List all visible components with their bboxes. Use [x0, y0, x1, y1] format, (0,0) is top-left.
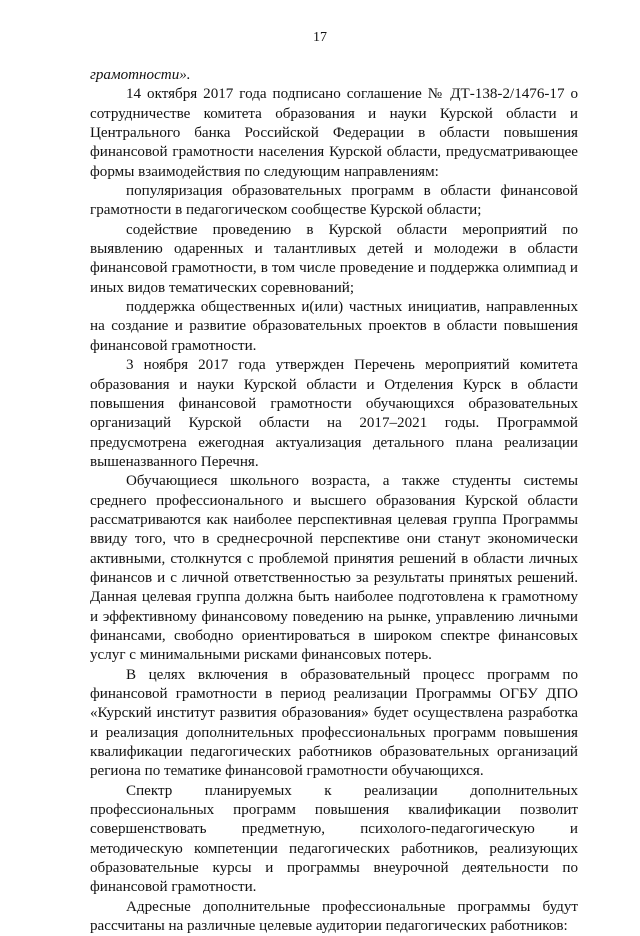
- paragraph-target-audiences: Адресные дополнительные профессиональные программы будут рассчитаны на различные целевые аудитории педагогических работников:: [90, 898, 578, 935]
- paragraph-agreement: 14 октября 2017 года подписано соглашение № ДТ-138-2/1476-17 о сотрудничестве комитета образования и науки Курской области и Центрального банка Российской Федерации в области повышения финансовой грамотности населения Курской области, предусматривающее формы взаимодействия по следующим направлениям:: [90, 86, 578, 180]
- paragraph-program-spectrum: Спектр планируемых к реализации дополнительных профессиональных программ повышения квалификации позволит совершенствовать предметную, психолого-педагогическую и методическую компетенции педагогических работников, реализующих образовательные курсы и программы внеурочной деятельности по финансовой грамотности.: [90, 782, 578, 896]
- paragraph-continuation: грамотности».: [90, 67, 191, 83]
- paragraph-training-programs: В целях включения в образовательный процесс программ по финансовой грамотности в период реализации Программы ОГБУ ДПО «Курский институт развития образования» будет осуществлена разработка и реализация дополнительных профессиональных программ повышения квалификации педагогических работников образовательных организаций региона по тематике финансовой грамотности обучающихся.: [90, 666, 578, 780]
- list-item-popularization: популяризация образовательных программ в области финансовой грамотности в педагогическом сообществе Курской области;: [90, 183, 578, 219]
- page-number: 17: [313, 30, 327, 45]
- paragraph-target-group: Обучающиеся школьного возраста, а также студенты системы среднего профессионального и высшего образования Курской области рассматриваются как наиболее перспективная целевая группа Программы ввиду того, что в среднесрочной перспективе они станут экономически активными, столкнутся с проблемой принятия решений в области личных финансов и с личной ответственностью за результаты принятых решений. Данная целевая группа должна быть наиболее подготовлена к грамотному и эффективному финансовому поведению на рынке, управлению личными финансами, свободно ориентироваться в широком спектре финансовых услуг с минимальными рисками финансовых потерь.: [90, 473, 578, 664]
- list-item-events: содействие проведению в Курской области мероприятий по выявлению одаренных и талантливых детей и молодежи в области финансовой грамотности, в том числе проведение и поддержка олимпиад и иных видов тематических соревнований;: [90, 221, 578, 296]
- paragraph-action-plan: 3 ноября 2017 года утвержден Перечень мероприятий комитета образования и науки Курской области и Отделения Курск в области повышения финансовой грамотности обучающихся образовательных организаций Курской области на 2017–2021 годы. Программой предусмотрена ежегодная актуализация детального плана реализации вышеназванного Перечня.: [90, 357, 578, 470]
- document-body: [90, 66, 578, 936]
- list-item-initiatives: поддержка общественных и(или) частных инициатив, направленных на создание и развитие образовательных проектов в области повышения финансовой грамотности.: [90, 299, 578, 354]
